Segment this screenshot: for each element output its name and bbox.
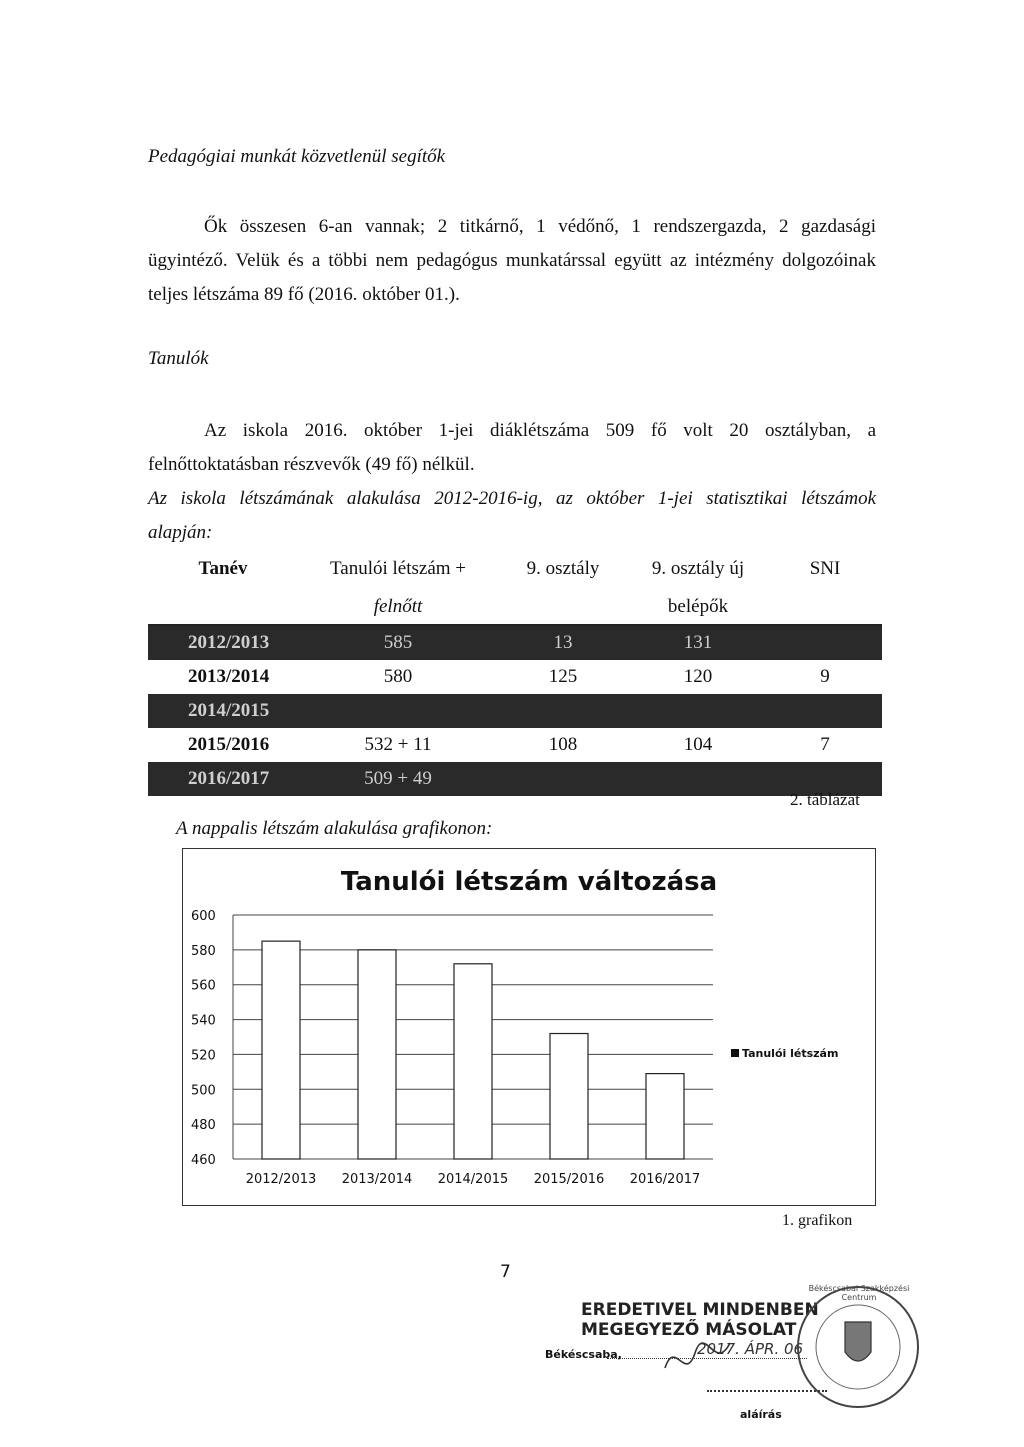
bar-chart xyxy=(183,849,875,1205)
row-sni: 7 xyxy=(820,734,830,755)
subheader-total: felnőtt xyxy=(373,596,423,617)
staff-line-2: ügyintéző. Velük és a többi nem pedagógus munkatárssal együtt az intézmény dolgozóinak xyxy=(148,250,876,271)
row-grade9: 13 xyxy=(498,625,628,660)
table-caption: 2. táblázat xyxy=(790,790,860,809)
table-row xyxy=(148,728,882,762)
row-grade9 xyxy=(498,762,628,796)
subheader-grade9-new: belépők xyxy=(667,596,729,617)
row-grade9-new xyxy=(628,694,768,728)
row-total-value: 532 + 11 xyxy=(364,734,432,755)
chart-title: Tanulói létszám változása xyxy=(340,867,718,897)
students-line-2: felnőttoktatásban részvevők (49 fő) nélkül. xyxy=(148,454,475,475)
certified-copy-stamp xyxy=(545,1284,925,1440)
row-total: 509 + 49 xyxy=(298,762,498,796)
row-grade9-new: 104 xyxy=(683,734,713,755)
y-tick-label: 580 xyxy=(191,943,216,959)
intro-line-2: alapján: xyxy=(148,522,213,543)
subheader-sni xyxy=(768,590,882,625)
students-line-1: Az iskola 2016. október 1-jei diáklétszáma 509 fő volt 20 osztályban, a xyxy=(204,420,876,441)
row-year: 2013/2014 xyxy=(188,666,270,687)
row-total xyxy=(298,694,498,728)
table-row xyxy=(148,694,882,728)
stamp-line-1: EREDETIVEL MINDENBEN xyxy=(581,1300,819,1320)
chart-intro: A nappalis létszám alakulása grafikonon: xyxy=(176,818,493,839)
row-grade9 xyxy=(498,694,628,728)
row-grade9: 108 xyxy=(548,734,578,755)
chart-frame xyxy=(182,848,876,1206)
signature-scribble xyxy=(660,1328,740,1388)
row-grade9-new: 120 xyxy=(683,666,713,687)
staff-line-1: Ők összesen 6-an vannak; 2 titkárnő, 1 védőnő, 1 rendszergazda, 2 gazdasági xyxy=(204,216,876,237)
enrollment-table xyxy=(148,548,882,796)
header-year: Tanév xyxy=(198,558,248,579)
row-grade9-new xyxy=(628,762,768,796)
y-tick-label: 500 xyxy=(191,1083,216,1099)
row-total: 585 xyxy=(298,625,498,660)
y-tick-label: 560 xyxy=(191,978,216,994)
header-sni: SNI xyxy=(809,558,841,579)
section-heading-staff: Pedagógiai munkát közvetlenül segítők xyxy=(148,146,446,167)
bar xyxy=(262,941,300,1159)
y-tick-label: 480 xyxy=(191,1118,216,1134)
x-tick-label: 2013/2014 xyxy=(341,1172,413,1187)
x-tick-label: 2014/2015 xyxy=(437,1172,509,1187)
bar xyxy=(550,1034,588,1159)
staff-paragraph xyxy=(148,210,876,312)
row-total xyxy=(298,728,498,762)
intro-line-1: Az iskola létszámának alakulása 2012-2016-ig, az október 1-jei statisztikai létszámok xyxy=(148,488,876,509)
stamp-date: 2017. ÁPR. 06 xyxy=(697,1340,804,1358)
y-tick-label: 520 xyxy=(191,1048,216,1064)
row-total: 580 xyxy=(383,666,413,687)
bar xyxy=(454,964,492,1159)
y-tick-label: 540 xyxy=(191,1013,216,1029)
section-heading-students: Tanulók xyxy=(148,348,209,369)
table-row xyxy=(148,625,882,660)
subheader-grade9 xyxy=(498,590,628,625)
table-row xyxy=(148,660,882,694)
y-tick-label: 600 xyxy=(191,909,216,924)
row-year: 2015/2016 xyxy=(188,734,270,755)
table-subheader-row xyxy=(148,590,882,625)
coat-of-arms-icon xyxy=(845,1322,871,1361)
legend-label: Tanulói létszám xyxy=(742,1047,839,1060)
students-paragraph xyxy=(148,414,876,550)
x-tick-label: 2012/2013 xyxy=(245,1172,317,1187)
row-grade9-new: 131 xyxy=(628,625,768,660)
subheader-year xyxy=(148,590,298,625)
x-tick-label: 2015/2016 xyxy=(533,1172,605,1187)
seal-text: Békéscsabai Szakképzési Centrum xyxy=(808,1284,910,1302)
header-grade9-new: 9. osztály új xyxy=(651,558,745,579)
page-number: 7 xyxy=(500,1262,511,1282)
row-year: 2014/2015 xyxy=(148,694,298,728)
table-header-row xyxy=(148,548,882,590)
row-grade9: 125 xyxy=(548,666,578,687)
header-grade9: 9. osztály xyxy=(526,558,600,579)
row-year: 2016/2017 xyxy=(148,762,298,796)
x-tick-label: 2016/2017 xyxy=(629,1172,701,1187)
row-sni xyxy=(768,694,882,728)
stamp-line-2: MEGEGYEZŐ MÁSOLAT xyxy=(581,1320,797,1340)
chart-caption: 1. grafikon xyxy=(782,1212,853,1229)
signature-label: aláírás xyxy=(740,1408,782,1421)
stamp-place: Békéscsaba, xyxy=(545,1348,622,1361)
legend-swatch xyxy=(731,1049,739,1057)
staff-line-3: teljes létszáma 89 fő (2016. október 01.). xyxy=(148,284,460,305)
header-total: Tanulói létszám + xyxy=(329,558,466,579)
table-row xyxy=(148,762,882,796)
y-tick-label: 460 xyxy=(191,1153,216,1168)
row-sni: 9 xyxy=(820,666,830,687)
bar xyxy=(646,1074,684,1159)
row-year: 2012/2013 xyxy=(148,625,298,660)
bar xyxy=(358,950,396,1159)
row-sni xyxy=(768,625,882,660)
